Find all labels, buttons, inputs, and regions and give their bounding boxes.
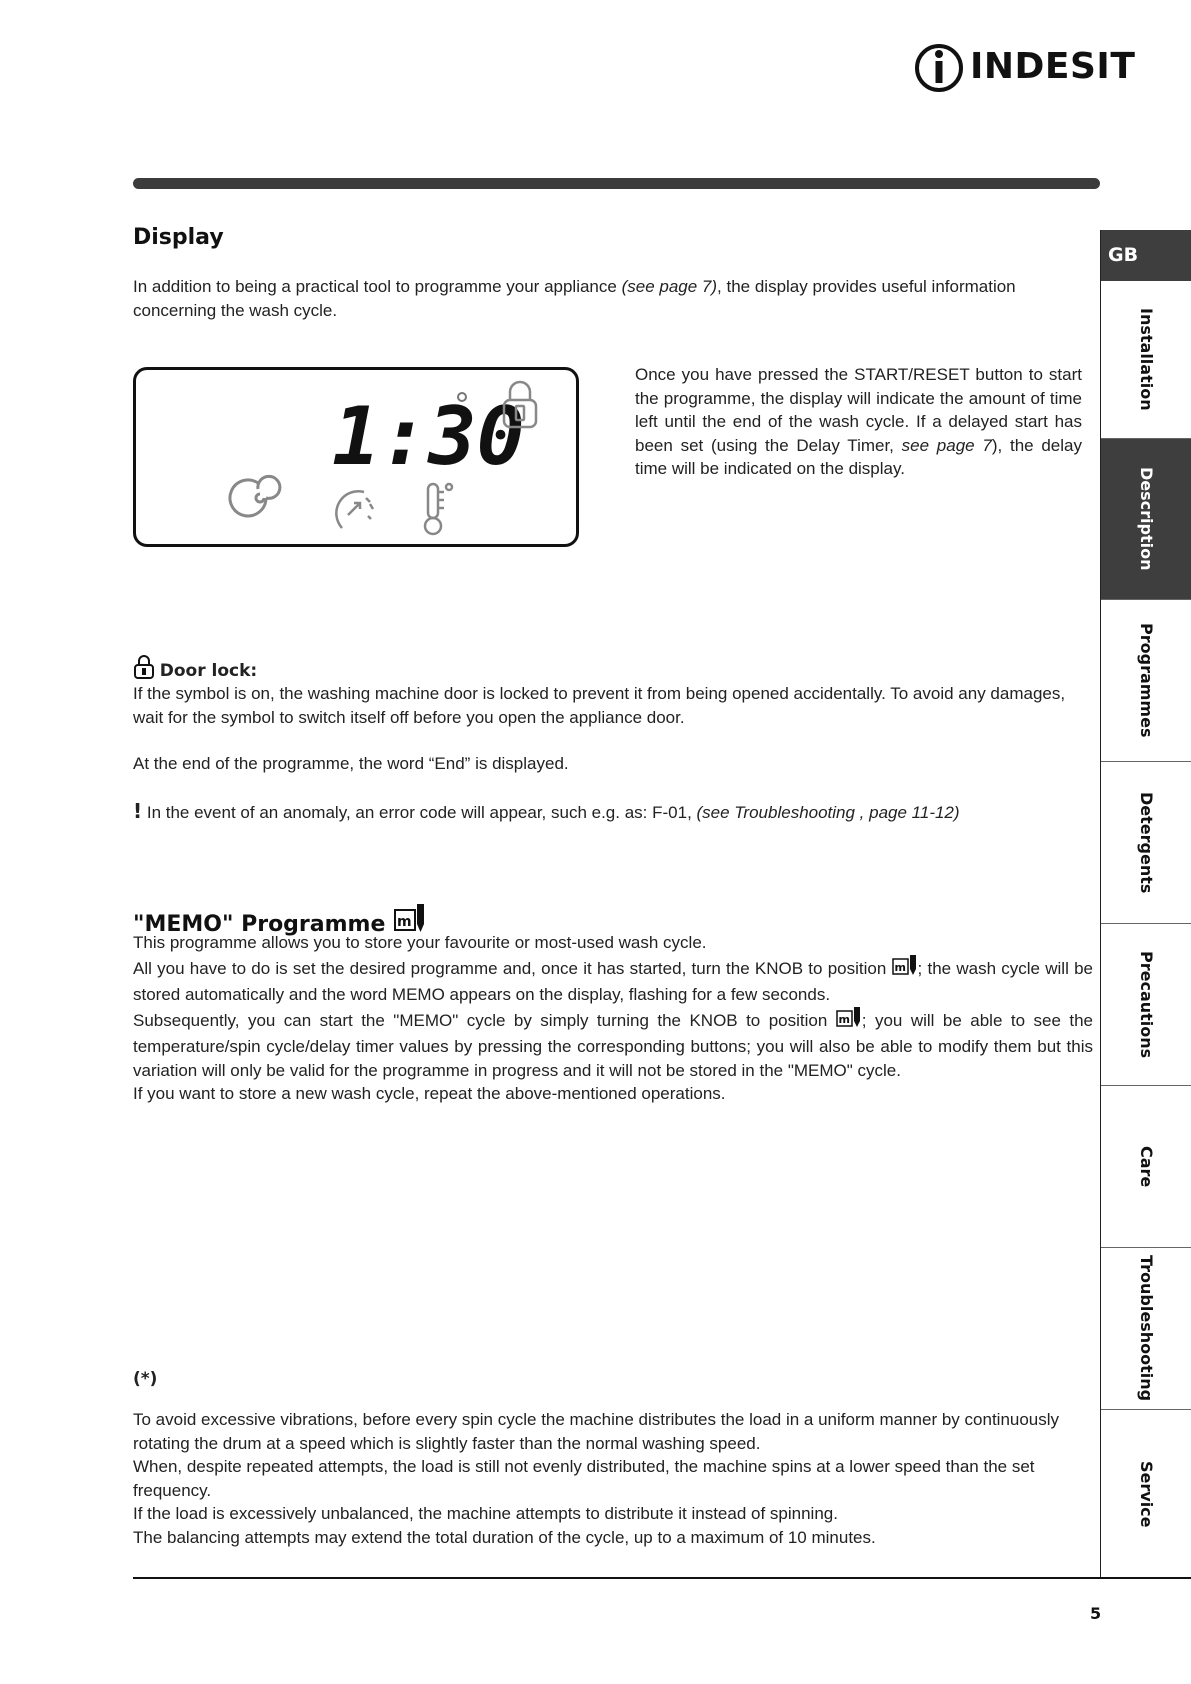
delay-timer-display-icon xyxy=(336,491,373,528)
bottom-rule xyxy=(133,1577,1191,1579)
memo-knob-icon xyxy=(836,1007,862,1036)
brand-logo xyxy=(914,40,1135,94)
footnote-p3: If the load is excessively unbalanced, the machine attempts to distribute it instead of spinning. xyxy=(133,1504,838,1523)
error-code-note: ! In the event of an anomaly, an error code will appear, such e.g. as: F-01, (see Troubleshooting , page 11-12) xyxy=(133,799,960,823)
svg-text:m: m xyxy=(838,1012,850,1026)
tab-care[interactable]: Care xyxy=(1101,1086,1191,1248)
end-text: At the end of the programme, the word “End” is displayed. xyxy=(133,754,569,773)
display-description: Once you have pressed the START/RESET button to start the programme, the display will indicate the amount of time left until the end of the wash cycle. If a delayed start has been set (using the Delay Timer, see page 7), the delay time will be indicated on the display. xyxy=(635,365,1082,478)
door-lock-heading xyxy=(133,655,257,686)
display-illustration xyxy=(133,367,579,547)
door-lock-icon xyxy=(133,655,155,686)
memo-line-2: All you have to do is set the desired programme and, once it has started, turn the KNOB to position m ; the wash cycle will be stored automatically and the word MEMO appears on the display, flashing for a few seconds. xyxy=(133,955,1093,1007)
svg-text:m: m xyxy=(894,960,906,974)
display-illustration-graphic xyxy=(136,370,576,544)
tab-troubleshooting[interactable]: Troubleshooting xyxy=(1101,1248,1191,1410)
spin-display-icon xyxy=(230,476,280,516)
tab-service[interactable]: Service xyxy=(1137,1461,1156,1528)
memo-knob-icon xyxy=(892,955,918,984)
tab-programmes[interactable]: Programmes xyxy=(1101,600,1191,762)
memo-line-1: This programme allows you to store your favourite or most-used wash cycle. xyxy=(133,933,707,952)
footnote-p2: When, despite repeated attempts, the load is still not evenly distributed, the machine spins at a lower speed than the set frequency. xyxy=(133,1457,1035,1500)
warning-mark: ! xyxy=(133,799,143,823)
section-tabs xyxy=(1100,230,1191,1579)
top-rule xyxy=(133,178,1100,189)
tab-installation[interactable]: Installation xyxy=(1101,281,1191,439)
door-lock-title: Door lock: xyxy=(159,661,258,681)
tab-description[interactable]: Description xyxy=(1101,439,1191,600)
language-tab[interactable]: GB xyxy=(1101,230,1191,281)
tab-precautions[interactable]: Precautions xyxy=(1101,924,1191,1086)
page-number: 5 xyxy=(1090,1604,1102,1623)
footnote-body xyxy=(133,1408,1093,1549)
memo-title: "MEMO" Programme xyxy=(133,912,386,937)
brand-name: INDESIT xyxy=(970,46,1136,87)
footnote-p4: The balancing attempts may extend the total duration of the cycle, up to a maximum of 10 minutes. xyxy=(133,1527,876,1547)
footnote-p1: To avoid excessive vibrations, before every spin cycle the machine distributes the load in a uniform manner by continuously rotating the drum at a speed which is slightly faster than the normal washing speed. xyxy=(133,1410,1060,1453)
tab-detergents[interactable]: Detergents xyxy=(1101,762,1191,924)
memo-body xyxy=(133,931,1093,1106)
memo-line-3: Subsequently, you can start the "MEMO" cycle by simply turning the KNOB to position m ; you will be able to see the temperature/spin cycle/delay timer values by pressing the corresponding buttons; you will also be able to modify them but this variation will only be valid for the programme in progress and it will not be stored in the "MEMO" cycle. xyxy=(133,1007,1093,1083)
footnote-mark: (*) xyxy=(133,1369,158,1389)
display-intro: In addition to being a practical tool to programme your appliance (see page 7), the display provides useful information concerning the wash cycle. xyxy=(133,277,1016,320)
memo-line-4: If you want to store a new wash cycle, repeat the above-mentioned operations. xyxy=(133,1084,726,1103)
temperature-display-icon xyxy=(425,484,452,534)
brand-logo-icon xyxy=(914,40,964,94)
door-lock-text: If the symbol is on, the washing machine door is locked to prevent it from being opened accidentally. To avoid any damages, wait for the symbol to switch itself off before you open the appliance door. xyxy=(133,684,1066,727)
section-title-display: Display xyxy=(133,225,224,250)
display-time-readout: 1:30 xyxy=(332,390,525,483)
svg-text:m: m xyxy=(397,914,412,930)
